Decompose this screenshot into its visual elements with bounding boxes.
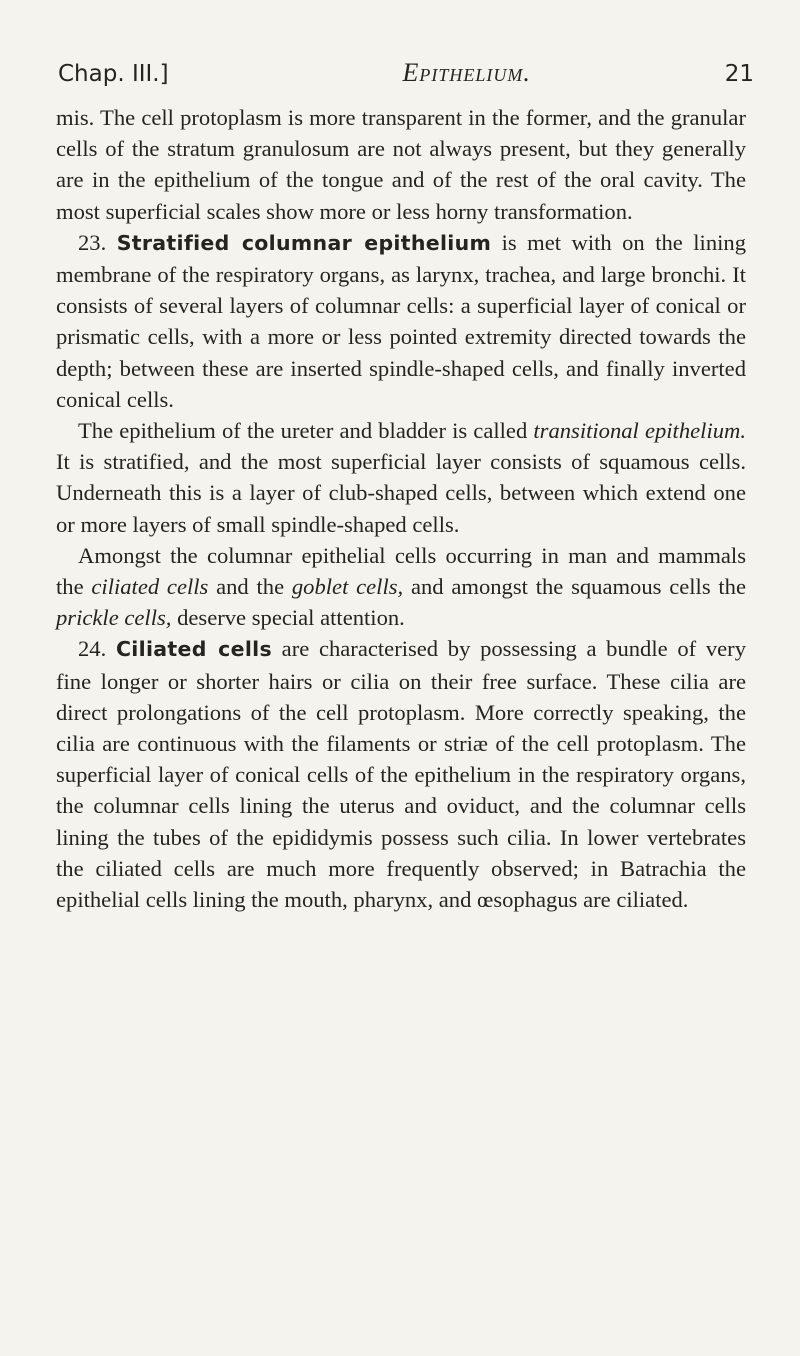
paragraph-transitional	[56, 415, 746, 540]
paragraph-text: and the	[208, 574, 292, 600]
paragraph-text: The epithelium of the ureter and bladder is called	[78, 418, 534, 444]
section-24	[56, 633, 746, 915]
section-23-text: is met with on the lining membrane of the respiratory organs, as larynx, trachea, and large bronchi. It consists of several layers of columnar cells: a superficial layer of conical or prismatic cells, with a more or less pointed extremity directed towards the depth; between these are inserted spindle-shaped cells, and finally inverted conical cells.	[56, 229, 746, 412]
paragraph-text: and amongst the squamous cells the	[403, 574, 746, 600]
term-goblet-cells: goblet cells,	[291, 574, 404, 600]
term-ciliated-cells: ciliated cells	[91, 574, 209, 600]
running-title: Epithelium.	[402, 58, 531, 87]
section-24-heading: Ciliated cells	[115, 637, 272, 662]
section-23-heading: Stratified columnar epithelium	[116, 230, 492, 255]
paragraph-cell-types	[56, 540, 746, 634]
paragraph-text: Amongst the columnar epithelial cells occurring in man and mammals the	[56, 542, 746, 600]
running-header	[58, 58, 754, 98]
paragraph-continuation: mis. The cell protoplasm is more transparent in the former, and the granular cells of the stratum granulosum are not always present, but they generally are in the epithelium of the tongue and of the rest of the oral cavity. The most superficial scales show more or less horny transformation.	[56, 105, 746, 224]
chapter-label: Chap. III.]	[58, 61, 169, 87]
term-transitional-epithelium: transitional epithelium.	[533, 418, 746, 444]
section-23	[56, 227, 746, 415]
paragraph-text: It is stratified, and the most superficial layer consists of squamous cells. Underneath this is a layer of club-shaped cells, between which extend one or more layers of small spindle-shaped cells.	[56, 449, 746, 537]
section-23-number: 23.	[78, 229, 107, 255]
body-text	[56, 102, 746, 915]
section-24-number: 24.	[78, 636, 107, 662]
paragraph-text: deserve special attention.	[171, 605, 405, 631]
section-24-text: are characterised by possessing a bundle of very fine longer or shorter hairs or cilia on their free surface. These cilia are direct prolongations of the cell protoplasm. More correctly speaking, the cilia are continuous with the filaments or striæ of the cell protoplasm. The superficial layer of conical cells of the epithelium in the respiratory organs, the columnar cells lining the uterus and oviduct, and the columnar cells lining the tubes of the epididymis possess such cilia. In lower vertebrates the ciliated cells are much more frequently observed; in Batrachia the epithelial cells lining the mouth, pharynx, and œsophagus are ciliated.	[56, 636, 747, 913]
page-number: 21	[724, 61, 754, 87]
term-prickle-cells: prickle cells,	[56, 605, 172, 631]
